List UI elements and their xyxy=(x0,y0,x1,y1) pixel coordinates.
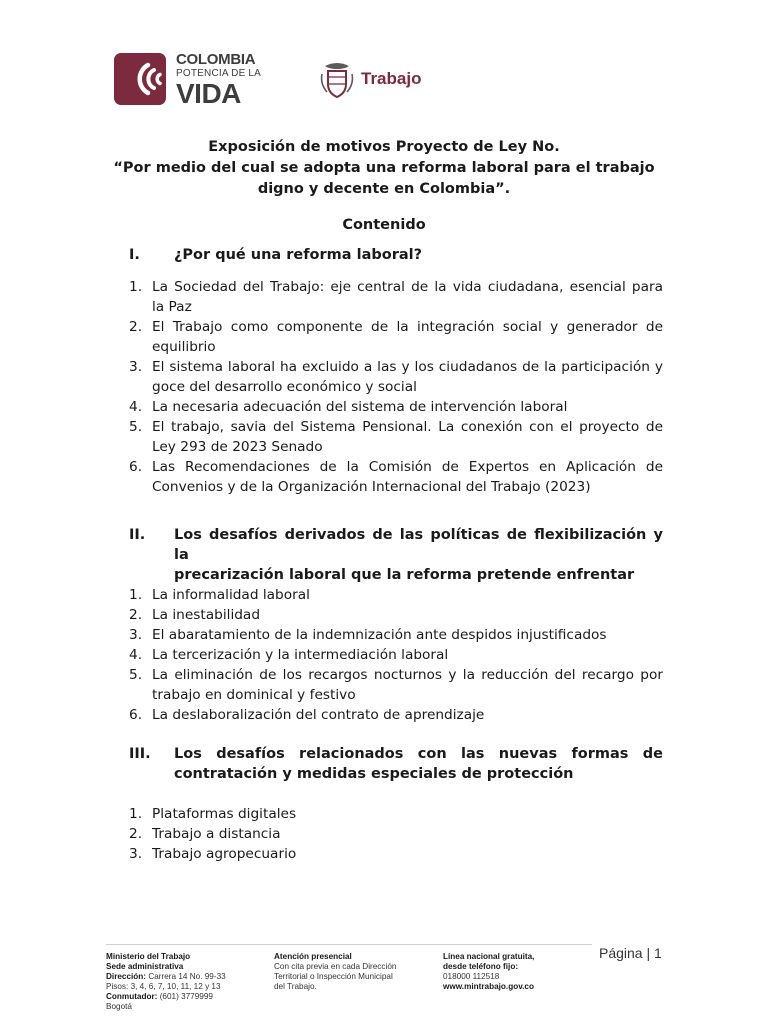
footer-contact-block xyxy=(443,952,593,992)
list-item xyxy=(129,357,663,397)
footer-website-link[interactable]: www.mintrabajo.gov.co xyxy=(443,982,534,991)
item-number: 5. xyxy=(129,667,143,683)
item-text-line: La informalidad laboral xyxy=(152,587,310,603)
footer-attention-line: del Trabajo. xyxy=(274,982,317,991)
list-item xyxy=(129,397,663,417)
item-text-line: la Paz xyxy=(152,299,192,315)
footer-attention-line: Territorial o Inspección Municipal xyxy=(274,972,393,981)
section-heading-1 xyxy=(129,245,663,265)
footer-address-label: Dirección: xyxy=(106,972,147,981)
list-item xyxy=(129,705,663,725)
item-text xyxy=(152,705,663,725)
page-number: Página | 1 xyxy=(599,945,662,961)
section-title xyxy=(174,744,663,784)
item-text xyxy=(152,417,663,457)
footer-divider xyxy=(106,944,592,945)
section-3-list xyxy=(129,804,663,864)
item-text-line: La Sociedad del Trabajo: eje central de la vida ciudadana, esencial para xyxy=(152,279,663,295)
item-text-line: Plataformas digitales xyxy=(152,806,297,822)
logo-text-line-2: POTENCIA DE LA xyxy=(176,68,262,79)
footer-ministry: Ministerio del Trabajo xyxy=(106,952,191,961)
logo-text-line-3: VIDA xyxy=(176,78,241,109)
footer-address: Carrera 14 No. 99-33 xyxy=(148,972,226,981)
item-number: 2. xyxy=(129,319,143,335)
logo-text-line-1: COLOMBIA xyxy=(176,51,256,68)
list-item xyxy=(129,317,663,357)
item-text xyxy=(152,665,663,705)
title-line-3: digno y decente en Colombia”. xyxy=(257,181,511,197)
item-number: 2. xyxy=(129,826,143,842)
item-text-line: La tercerización y la intermediación laboral xyxy=(152,647,449,663)
item-text-line: La deslaboralización del contrato de aprendizaje xyxy=(152,707,485,723)
item-text xyxy=(152,804,663,824)
item-number: 6. xyxy=(129,707,143,723)
footer-phone: 018000 112518 xyxy=(443,972,500,981)
footer-hotline-heading-2: desde teléfono fijo: xyxy=(443,962,519,971)
item-text xyxy=(152,357,663,397)
list-item xyxy=(129,457,663,497)
list-item xyxy=(129,804,663,824)
footer-hotline-heading: Línea nacional gratuita, xyxy=(443,952,535,961)
item-number: 2. xyxy=(129,607,143,623)
section-title-line: precarización laboral que la reforma pretende enfrentar xyxy=(174,567,635,583)
item-number: 3. xyxy=(129,359,143,375)
item-text xyxy=(152,585,663,605)
section-number: II. xyxy=(129,527,146,543)
colombia-potencia-de-la-vida-logo xyxy=(114,50,264,108)
footer-switchboard: (601) 3779999 xyxy=(159,992,213,1001)
colombia-logo-mark-icon xyxy=(114,53,166,105)
footer-city: Bogotá xyxy=(106,1002,132,1011)
section-2-list xyxy=(129,585,663,725)
contents-heading: Contenido xyxy=(342,217,426,233)
footer-attention-line: Con cita previa en cada Dirección xyxy=(274,962,397,971)
item-text xyxy=(152,844,663,864)
item-text-line: La necesaria adecuación del sistema de intervención laboral xyxy=(152,399,568,415)
item-text xyxy=(152,605,663,625)
item-text-line: Trabajo agropecuario xyxy=(152,846,297,862)
item-text xyxy=(152,457,663,497)
section-title xyxy=(174,525,663,585)
item-text-line: goce del desarrollo económico y social xyxy=(152,379,417,395)
footer-attention-block xyxy=(274,952,434,992)
list-item xyxy=(129,824,663,844)
list-item xyxy=(129,585,663,605)
section-title-line: Los desafíos derivados de las políticas de flexibilización y la xyxy=(174,527,663,563)
list-item xyxy=(129,665,663,705)
footer-address-block xyxy=(106,952,266,1012)
footer-floors: Pisos: 3, 4, 6, 7, 10, 11, 12 y 13 xyxy=(106,982,221,991)
footer-attention-heading: Atención presencial xyxy=(274,952,352,961)
ministerio-trabajo-logo xyxy=(319,60,439,100)
section-title: ¿Por qué una reforma laboral? xyxy=(174,247,423,263)
item-text-line: Ley 293 de 2023 Senado xyxy=(152,439,323,455)
section-number: III. xyxy=(129,746,151,762)
item-text xyxy=(152,317,663,357)
item-text xyxy=(152,824,663,844)
item-number: 4. xyxy=(129,399,143,415)
list-item xyxy=(129,605,663,625)
item-text-line: El Trabajo como componente de la integración social y generador de xyxy=(152,319,663,335)
section-title-line: contratación y medidas especiales de protección xyxy=(174,766,574,782)
item-text xyxy=(152,397,663,417)
list-item xyxy=(129,645,663,665)
section-heading-2 xyxy=(129,525,663,585)
item-text xyxy=(152,277,663,317)
title-line-1: Exposición de motivos Proyecto de Ley No. xyxy=(208,139,560,155)
list-item xyxy=(129,417,663,457)
list-item xyxy=(129,844,663,864)
item-number: 1. xyxy=(129,587,143,603)
section-1-list xyxy=(129,277,663,497)
list-item xyxy=(129,625,663,645)
item-text-line: equilibrio xyxy=(152,339,216,355)
coat-of-arms-icon xyxy=(319,60,355,100)
document-title xyxy=(110,137,658,200)
item-text-line: El trabajo, savia del Sistema Pensional. La conexión con el proyecto de xyxy=(152,419,663,435)
item-text xyxy=(152,645,663,665)
list-item xyxy=(129,277,663,317)
section-number: I. xyxy=(129,247,140,263)
footer-seat: Sede administrativa xyxy=(106,962,184,971)
item-text-line: El sistema laboral ha excluido a las y los ciudadanos de la participación y xyxy=(152,359,663,375)
colombia-logo-wordmark xyxy=(176,52,261,108)
item-text-line: Las Recomendaciones de la Comisión de Expertos en Aplicación de xyxy=(152,459,663,475)
item-number: 3. xyxy=(129,846,143,862)
section-title-line: Los desafíos relacionados con las nuevas formas de xyxy=(174,746,663,762)
item-number: 5. xyxy=(129,419,143,435)
item-text-line: Trabajo a distancia xyxy=(152,826,281,842)
section-heading-3 xyxy=(129,744,663,784)
item-text-line: La eliminación de los recargos nocturnos y la reducción del recargo por xyxy=(152,667,663,683)
title-line-2: “Por medio del cual se adopta una reforma laboral para el trabajo xyxy=(113,160,655,176)
item-number: 4. xyxy=(129,647,143,663)
item-number: 6. xyxy=(129,459,143,475)
ministry-wordmark: Trabajo xyxy=(361,69,422,88)
item-number: 1. xyxy=(129,806,143,822)
item-number: 3. xyxy=(129,627,143,643)
item-text-line: La inestabilidad xyxy=(152,607,261,623)
item-text xyxy=(152,625,663,645)
item-text-line: Convenios y de la Organización Internacional del Trabajo (2023) xyxy=(152,479,591,495)
item-number: 1. xyxy=(129,279,143,295)
item-text-line: El abaratamiento de la indemnización ante despidos injustificados xyxy=(152,627,607,643)
footer-switchboard-label: Conmutador: xyxy=(106,992,158,1001)
item-text-line: trabajo en dominical y festivo xyxy=(152,687,356,703)
